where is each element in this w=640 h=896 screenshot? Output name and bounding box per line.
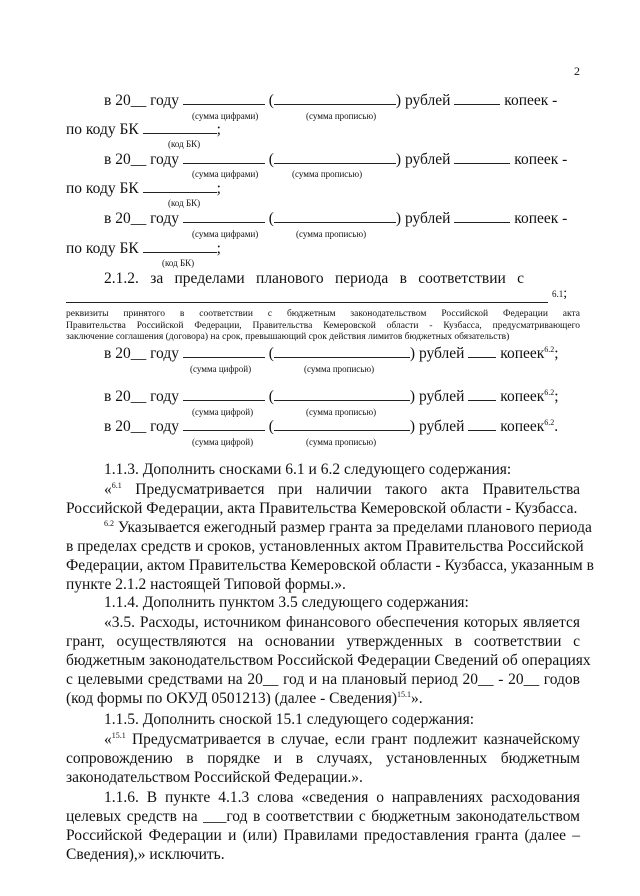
caption-digits: (сумма цифрой) bbox=[190, 364, 252, 374]
requisites-note: реквизиты принятого в соответствии с бюджетным законодательством Российской Федерации акта Правительства Российской Федерации, Правительства Кемеровской области - Кузбасса, предусматривающего заключение соглашения (договора) на срок, превышающий срок действия лимитов бюджетных обязательств) bbox=[66, 309, 580, 342]
caption-digits: (сумма цифрой) bbox=[192, 407, 254, 417]
para-1-1-6: 1.1.6. В пункте 4.1.3 слова «сведения о направлениях расходования целевых средств на ___год в соответствии с бюджетным законодательством Российской Федерации и (или) Правилами предоставления гранта (далее – Сведения),» исключить. bbox=[66, 789, 580, 863]
footnote-6-2: $^{6.2}$ Указывается ежегодный размер гранта за пределами планового периода в пределах средств и сроков, установленных актом Правительства Российской Федерации, актом Правительства Кемеровской области - Кузбасса, указанным в пункте 2.1.2 настоящей Типовой формы.». bbox=[66, 518, 594, 593]
year-amount-row: в 20__ году ( ) рублей копеек - bbox=[104, 151, 568, 168]
requisites-sup: 6.1; bbox=[552, 286, 568, 301]
caption-words: (сумма прописью) bbox=[296, 229, 367, 239]
caption-words: (сумма прописью) bbox=[306, 111, 377, 121]
page-number: 2 bbox=[574, 64, 580, 78]
caption-words: (сумма прописью) bbox=[292, 169, 363, 179]
para-1-1-5-heading: 1.1.5. Дополнить сноской 15.1 следующего содержания: bbox=[104, 711, 475, 728]
year-amount-row: в 20__ году ( ) рублей копеек$^{6.2}$; bbox=[104, 344, 559, 362]
caption-digits: (сумма цифрами) bbox=[192, 229, 259, 239]
kbk-row: по коду БК ; bbox=[66, 240, 221, 257]
para-1-1-4-heading: 1.1.4. Дополнить пунктом 3.5 следующего содержания: bbox=[104, 594, 469, 611]
caption-words: (сумма прописью) bbox=[304, 364, 375, 374]
item-2-1-2-heading: 2.1.2. за пределами планового периода в соответствии с bbox=[104, 270, 524, 287]
kbk-row: по коду БК ; bbox=[66, 180, 221, 197]
year-amount-row: в 20__ году ( ) рублей копеек$^{6.2}$; bbox=[104, 387, 559, 405]
caption-digits: (сумма цифрами) bbox=[192, 169, 259, 179]
caption-digits: (сумма цифрами) bbox=[192, 111, 259, 121]
caption-kbk: (код БК) bbox=[168, 139, 201, 149]
clause-3-5: «3.5. Расходы, источником финансового обеспечения которых является грант, осуществляются на основании утвержденных в соответствии с бюджетным законодательством Российской Федерации Сведений об операциях с целевыми средствами на 20__ год и на плановый период 20__ - 20__ годов (код формы по ОКУД 0501213) (далее - Сведения)$^{15.1}$». bbox=[66, 614, 591, 707]
caption-words: (сумма прописью) bbox=[306, 407, 377, 417]
footnote-15-1: «$^{15.1}$ Предусматривается в случае, если грант подлежит казначейскому сопровождению в порядке и в случаях, установленных бюджетным законодательством Российской Федерации.». bbox=[66, 730, 580, 786]
para-1-1-3-heading: 1.1.3. Дополнить сносками 6.1 и 6.2 следующего содержания: bbox=[104, 461, 512, 478]
year-amount-row: в 20__ году ( ) рублей копеек - bbox=[104, 210, 568, 227]
footnote-6-1: «$^{6.1}$ Предусматривается при наличии такого акта Правительства Российской Федерации, акта Правительства Кемеровской области - Кузбасса. bbox=[66, 480, 580, 517]
year-amount-row: в 20__ году ( ) рублей копеек - bbox=[104, 92, 558, 109]
kbk-row: по коду БК ; bbox=[66, 121, 221, 138]
caption-digits: (сумма цифрой) bbox=[192, 437, 254, 447]
requisites-line bbox=[66, 302, 548, 303]
caption-kbk: (код БК) bbox=[162, 258, 195, 268]
caption-words: (сумма прописью) bbox=[306, 437, 377, 447]
caption-kbk: (код БК) bbox=[168, 198, 201, 208]
year-amount-row: в 20__ году ( ) рублей копеек$^{6.2}$. bbox=[104, 417, 559, 435]
